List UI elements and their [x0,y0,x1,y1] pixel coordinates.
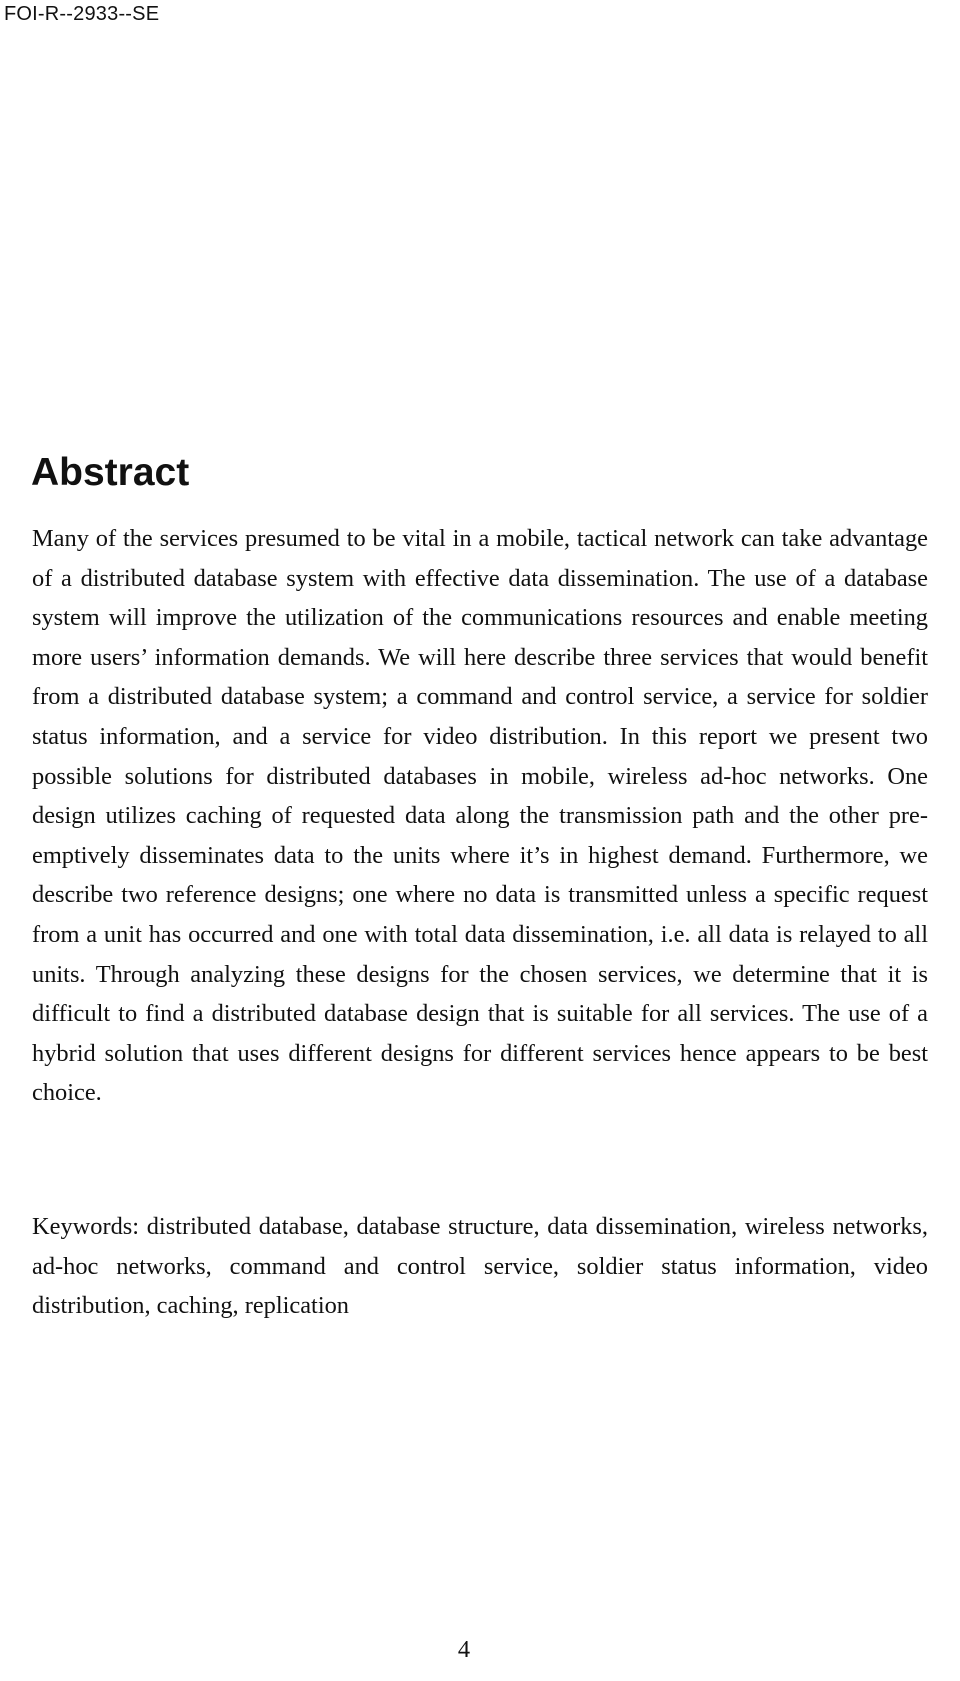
keywords-paragraph: Keywords: distributed database, database structure, data dissemination, wireless networks, ad-hoc networks, command and control service, soldier status information, video distribution, caching, replication [32,1213,928,1320]
page-number: 4 [457,1636,471,1663]
section-heading: Abstract [31,451,190,494]
abstract-paragraph: Many of the services presumed to be vital in a mobile, tactical network can take advantage of a distributed database system with effective data dissemination. The use of a database system will improve the utilization of the communications resources and enable meeting more users’ information demands. We will here describe three services that would benefit from a distributed database system; a command and control service, a service for soldier status information, and a service for video distribution. In this report we present two possible solutions for distributed databases in mobile, wireless ad-hoc networks. One design utilizes caching of requested data along the transmission path and the other pre-emptively disseminates data to the units where it’s in highest demand. Furthermore, we describe two reference designs; one where no data is transmitted unless a specific request from a unit has occurred and one with total data dissemination, i.e. all data is relayed to all units. Through analyzing these designs for the chosen services, we determine that it is difficult to find a distributed database design that is suitable for all services. The use of a hybrid solution that uses different designs for different services hence appears to be best choice. [32,525,928,1107]
report-id: FOI-R--2933--SE [4,3,160,25]
